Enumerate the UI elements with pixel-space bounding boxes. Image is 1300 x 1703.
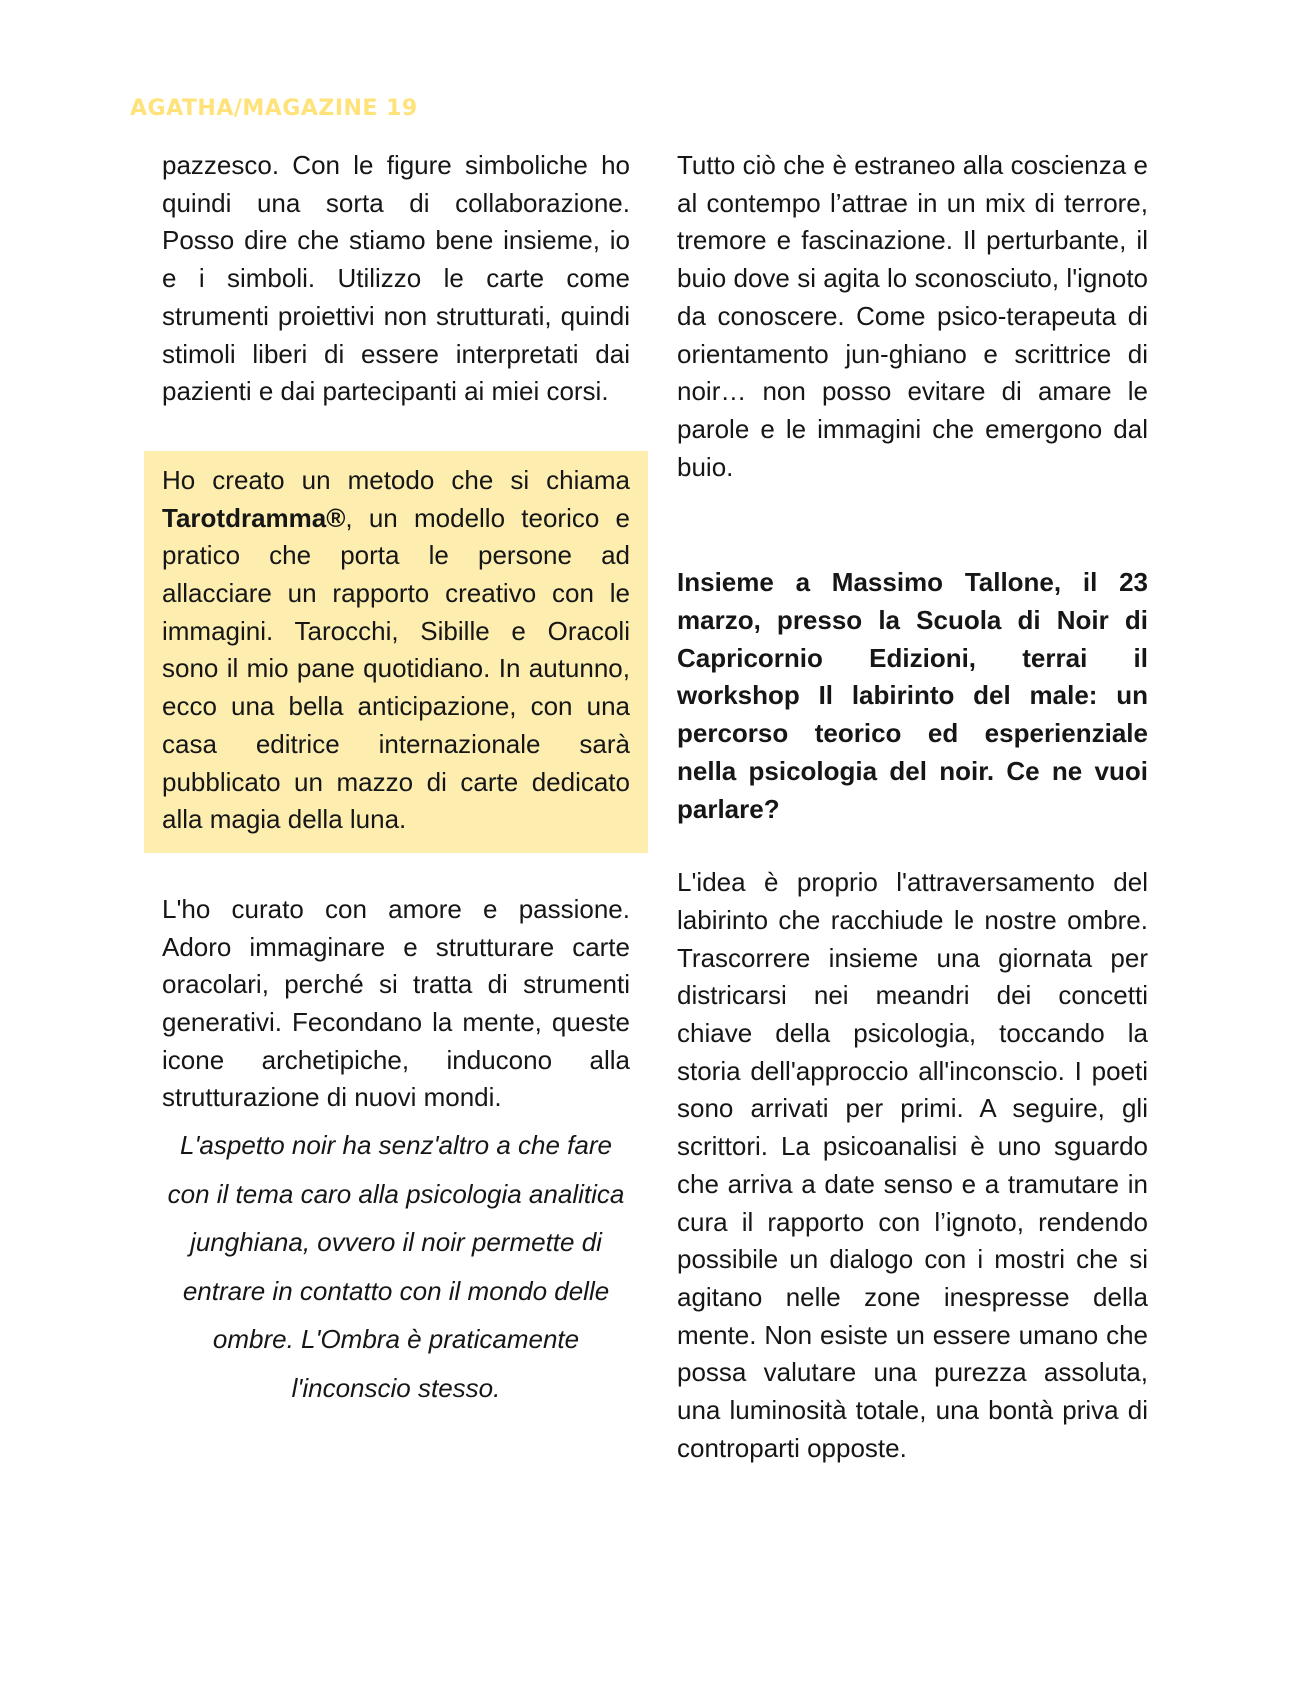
magazine-header: AGATHA/MAGAZINE 19 — [130, 96, 418, 121]
highlight-paragraph — [162, 462, 630, 839]
right-column — [677, 147, 1148, 1468]
interview-question: Insieme a Massimo Tallone, il 23 marzo, presso la Scuola di Noir di Capricornio Edizioni, terrai il workshop Il labirinto del male: un percorso teorico ed esperienziale nella psicologia del noir. Ce ne vuoi parlare? — [677, 567, 1148, 824]
right-paragraph-2: L'idea è proprio l'attraversamento del labirinto che racchiude le nostre ombre. Trascorrere insieme una giornata per districarsi nei meandri dei concetti chiave della psicologia, toccando la storia dell'approccio all'inconscio. I poeti sono arrivati per primi. A seguire, gli scrittori. La psicoanalisi è uno sguardo che arriva a date senso e a tramutare in cura il rapporto con l’ignoto, rendendo possibile un dialogo con i mostri che si agitano nelle zone inespresse della mente. Non esiste un essere umano che possa valutare una purezza assoluta, una luminosità totale, una bontà priva di controparti opposte. — [677, 867, 1148, 1463]
tarotdramma-brand: Tarotdramma® — [162, 502, 346, 533]
left-paragraph-2: L'ho curato con amore e passione. Adoro immaginare e strutturare carte oracolari, perché si tratta di strumenti generativi. Fecondano la mente, queste icone archetipiche, inducono alla strutturazione di nuovi mondi. — [162, 893, 630, 1113]
left-paragraph-1: pazzesco. Con le figure simboliche ho quindi una sorta di collaborazione. Posso dire che stiamo bene insieme, io e i simboli. Utilizzo le carte come strumenti proiettivi non strutturati, quindi stimoli liberi di essere interpretati dai pazienti e dai partecipanti ai miei corsi. — [162, 150, 630, 407]
pull-quote: L'aspetto noir ha senz'altro a che fare con il tema caro alla psicologia analitica junghiana, ovvero il noir permette di entrare in contatto con il mondo delle ombre. L'Ombra è praticamente l'inconscio stesso. — [167, 1130, 625, 1403]
right-paragraph-1: Tutto ciò che è estraneo alla coscienza e al contempo l’attrae in un mix di terrore, tremore e fascinazione. Il perturbante, il buio dove si agita lo sconosciuto, l'ignoto da conoscere. Come psico-terapeuta di orientamento jun-ghiano e scrittrice di noir… non posso evitare di amare le parole e le immagini che emergono dal buio. — [677, 150, 1148, 482]
highlight-text-post: , un modello teorico e pratico che porta le persone ad allacciare un rapporto creativo con le immagini. Tarocchi, Sibille e Oracoli sono il mio pane quotidiano. In autunno, ecco una bella anticipazione, con una casa editrice internazionale sarà pubblicato un mazzo di carte dedicato alla magia della luna. — [162, 502, 630, 835]
left-column — [162, 147, 630, 1412]
highlight-text-pre: Ho creato un metodo che si chiama — [162, 464, 630, 495]
highlight-box — [144, 451, 648, 853]
